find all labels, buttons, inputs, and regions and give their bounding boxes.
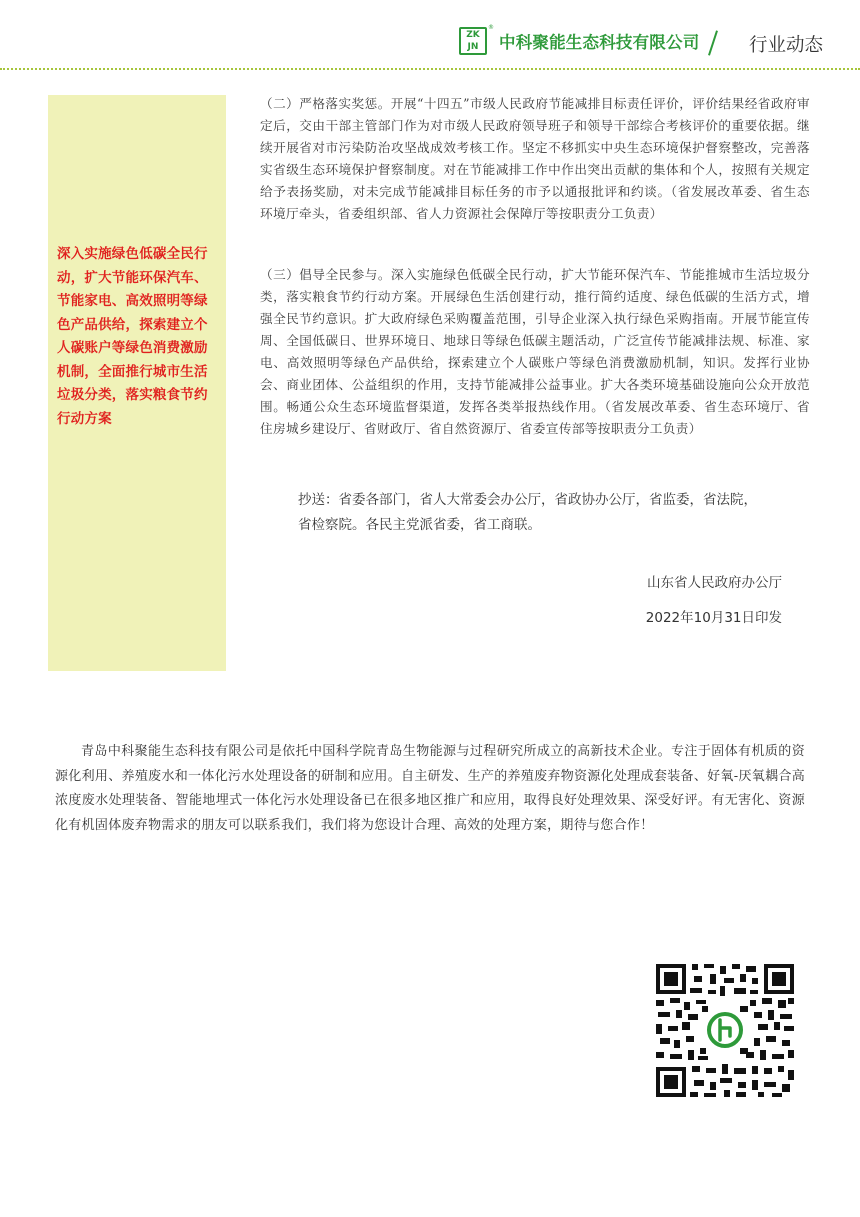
logo-letters-bottom: JN bbox=[467, 42, 479, 52]
cc-list bbox=[298, 488, 798, 538]
print-date: 2022年10月31日印发 bbox=[645, 610, 782, 626]
issuer-signature: 山东省人民政府办公厅 bbox=[647, 575, 782, 591]
section-title: 行业动态 bbox=[749, 35, 824, 56]
page-header bbox=[0, 0, 860, 72]
registered-mark: ® bbox=[488, 24, 494, 31]
company-logo-icon bbox=[459, 27, 487, 55]
article-paragraph-3: （三）倡导全民参与。深入实施绿色低碳全民行动，扩大节能环保汽车、节能推城市生活垃圾分类，落实粮食节约行动方案。开展绿色生活创建行动，推行简约适度、绿色低碳的生活方式，增强全民节约意识。扩大政府绿色采购覆盖范围，引导企业深入执行绿色采购指南。开展节能宣传周、全国低碳日、世界环境日、地球日等绿色低碳主题活动，广泛宣传节能减排法规、标准、家电、高效照明等绿色产品供给，探索建立个人碳账户等绿色消费激励机制，知识。发挥行业协会、商业团体、公益组织的作用，支持节能减排公益事业。扩大各类环境基础设施向公众开放范围。畅通公众生态环境监督渠道，发挥各类举报热线作用。（省发展改革委、省生态环境厅、省住房城乡建设厅、省财政厅、省自然资源厅、省委宣传部等按职责分工负责） bbox=[260, 267, 810, 436]
cc-line-1: 抄送：省委各部门，省人大常委会办公厅，省政协办公厅，省监委，省法院， bbox=[298, 492, 757, 508]
logo-letters-top: ZK bbox=[466, 30, 480, 40]
pull-quote-text: 深入实施绿色低碳全民行动，扩大节能环保汽车、节能家电、高效照明等绿色产品供给，探索建立个人碳账户等绿色消费激励机制，全面推行城市生活垃圾分类，落实粮食节约行动方案 bbox=[57, 246, 208, 427]
article-paragraph-2: （二）严格落实奖惩。开展“十四五”市级人民政府节能减排目标责任评价，评价结果经省政府审定后，交由干部主管部门作为对市级人民政府领导班子和领导干部综合考核评价的重要依据。继续开展省对市污染防治攻坚战成效考核工作。坚定不移抓实中央生态环境保护督察整改，完善落实省级生态环境保护督察制度。对在节能减排工作中作出突出贡献的集体和个人，按照有关规定给予表扬奖励，对未完成节能减排目标任务的市予以通报批评和约谈。（省发展改革委、省生态环境厅牵头，省委组织部、省人力资源社会保障厅等按职责分工负责） bbox=[260, 96, 810, 221]
header-dotted-rule bbox=[0, 68, 860, 70]
company-about-paragraph: 青岛中科聚能生态科技有限公司是依托中国科学院青岛生物能源与过程研究所成立的高新技术企业。专注于固体有机质的资源化利用、养殖废水和一体化污水处理设备的研制和应用。自主研发、生产的养殖废弃物资源化处理成套装备、好氧-厌氧耦合高浓度废水处理装备、智能地埋式一体化污水处理设备已在很多地区推广和应用，取得良好处理效果、深受好评。有无害化、资源化有机固体废弃物需求的朋友可以联系我们，我们将为您设计合理、高效的处理方案，期待与您合作！ bbox=[55, 744, 805, 833]
qr-code-icon bbox=[654, 962, 796, 1099]
header-divider bbox=[708, 30, 718, 55]
company-name: 中科聚能生态科技有限公司 bbox=[499, 33, 700, 52]
cc-line-2: 省检察院。各民主党派省委，省工商联。 bbox=[298, 517, 541, 533]
